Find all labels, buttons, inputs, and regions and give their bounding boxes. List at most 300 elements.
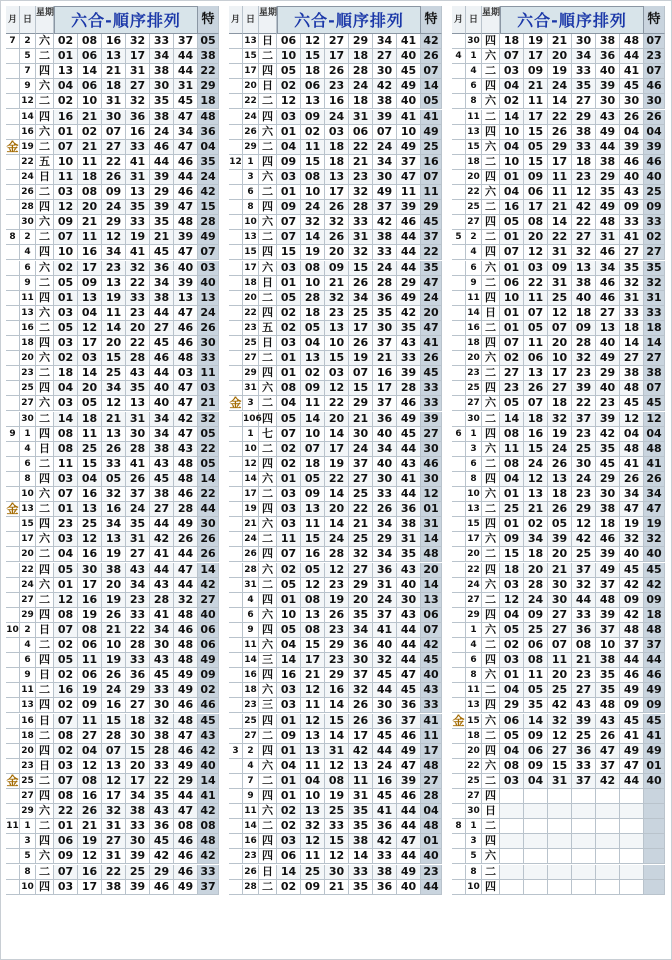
number-cell: 16 xyxy=(78,593,102,608)
number-cell: 37 xyxy=(373,396,397,411)
number-cell: 24 xyxy=(126,502,150,517)
number-cell: 35 xyxy=(620,261,644,276)
number-cell: 08 xyxy=(277,381,301,396)
month-cell xyxy=(229,140,243,155)
month-cell xyxy=(452,653,466,668)
special-number-cell: 35 xyxy=(198,155,219,170)
number-cell: 04 xyxy=(54,79,78,94)
special-number-cell xyxy=(644,880,665,895)
special-number-cell: 12 xyxy=(644,412,665,427)
number-cell: 40 xyxy=(620,170,644,185)
day-cell: 20 xyxy=(466,744,482,759)
month-cell xyxy=(452,804,466,819)
number-cell: 24 xyxy=(325,532,349,547)
number-cell: 14 xyxy=(78,366,102,381)
special-number-cell: 16 xyxy=(421,155,442,170)
table-row xyxy=(6,457,219,472)
weekday-cell: 二 xyxy=(36,276,54,291)
table-row xyxy=(229,94,442,109)
month-cell xyxy=(229,698,243,713)
number-cell: 05 xyxy=(301,321,325,336)
month-cell xyxy=(6,155,20,170)
header-special: 特 xyxy=(644,6,665,34)
number-cell: 10 xyxy=(277,608,301,623)
weekday-cell: 二 xyxy=(36,683,54,698)
number-cell: 40 xyxy=(596,64,620,79)
number-cell: 25 xyxy=(548,683,572,698)
weekday-cell: 日 xyxy=(259,276,277,291)
table-row xyxy=(452,593,665,608)
month-cell xyxy=(229,668,243,683)
number-cell xyxy=(524,849,548,864)
number-cell: 18 xyxy=(500,34,524,49)
number-cell: 08 xyxy=(301,261,325,276)
special-number-cell: 27 xyxy=(421,427,442,442)
special-number-cell: 49 xyxy=(198,653,219,668)
table-row xyxy=(452,698,665,713)
table-row xyxy=(6,729,219,744)
number-cell: 39 xyxy=(397,366,421,381)
number-cell: 28 xyxy=(126,442,150,457)
number-cell: 04 xyxy=(500,472,524,487)
number-cell: 15 xyxy=(524,442,548,457)
table-row xyxy=(6,819,219,834)
number-cell: 17 xyxy=(524,49,548,64)
number-cell: 27 xyxy=(572,230,596,245)
table-row xyxy=(452,336,665,351)
month-cell xyxy=(229,653,243,668)
number-cell: 14 xyxy=(78,64,102,79)
number-cell: 45 xyxy=(150,668,174,683)
number-cell: 27 xyxy=(102,834,126,849)
number-cell: 28 xyxy=(572,336,596,351)
number-cell: 12 xyxy=(102,396,126,411)
month-cell xyxy=(452,140,466,155)
month-cell xyxy=(452,774,466,789)
weekday-cell: 六 xyxy=(259,517,277,532)
number-cell: 05 xyxy=(102,472,126,487)
number-cell: 40 xyxy=(150,381,174,396)
number-cell: 01 xyxy=(277,276,301,291)
number-cell: 43 xyxy=(150,653,174,668)
number-cell: 34 xyxy=(524,532,548,547)
number-cell: 01 xyxy=(277,774,301,789)
number-cell: 13 xyxy=(174,291,198,306)
header-month: 月 xyxy=(6,6,20,34)
special-number-cell: 05 xyxy=(198,457,219,472)
table-row xyxy=(229,563,442,578)
weekday-cell: 二 xyxy=(259,729,277,744)
number-cell: 03 xyxy=(54,532,78,547)
special-number-cell: 05 xyxy=(198,427,219,442)
table-row xyxy=(6,245,219,260)
day-cell: 14 xyxy=(243,472,259,487)
number-cell: 07 xyxy=(102,744,126,759)
month-cell xyxy=(6,381,20,396)
number-cell: 08 xyxy=(54,789,78,804)
number-cell: 24 xyxy=(349,79,373,94)
number-cell: 45 xyxy=(620,396,644,411)
day-cell: 3 xyxy=(20,834,36,849)
month-cell xyxy=(452,351,466,366)
special-number-cell: 34 xyxy=(644,487,665,502)
day-cell: 4 xyxy=(243,593,259,608)
number-cell: 30 xyxy=(373,698,397,713)
number-cell: 02 xyxy=(277,306,301,321)
number-cell: 39 xyxy=(150,170,174,185)
day-cell: 9 xyxy=(243,789,259,804)
month-cell xyxy=(6,245,20,260)
special-number-cell: 09 xyxy=(644,200,665,215)
number-cell: 41 xyxy=(397,472,421,487)
number-cell: 44 xyxy=(397,245,421,260)
number-cell: 10 xyxy=(102,638,126,653)
table-row xyxy=(452,623,665,638)
weekday-cell: 六 xyxy=(259,683,277,698)
number-cell: 32 xyxy=(548,714,572,729)
number-cell: 13 xyxy=(349,759,373,774)
number-cell: 38 xyxy=(150,487,174,502)
number-cell: 28 xyxy=(373,276,397,291)
special-number-cell: 14 xyxy=(421,79,442,94)
number-cell: 16 xyxy=(325,94,349,109)
number-cell: 46 xyxy=(150,880,174,895)
month-cell xyxy=(6,849,20,864)
number-cell: 25 xyxy=(524,623,548,638)
number-cell: 03 xyxy=(174,366,198,381)
table-row xyxy=(6,79,219,94)
number-cell: 41 xyxy=(373,804,397,819)
number-cell: 03 xyxy=(500,653,524,668)
number-cell: 47 xyxy=(397,759,421,774)
weekday-cell: 四 xyxy=(36,608,54,623)
day-cell: 27 xyxy=(20,396,36,411)
number-cell: 44 xyxy=(150,366,174,381)
day-cell: 8 xyxy=(20,865,36,880)
day-cell: 22 xyxy=(20,155,36,170)
number-cell: 22 xyxy=(102,155,126,170)
table-row xyxy=(229,366,442,381)
special-number-cell: 22 xyxy=(198,64,219,79)
table-row xyxy=(229,306,442,321)
number-cell: 02 xyxy=(54,34,78,49)
number-cell: 17 xyxy=(373,381,397,396)
month-cell xyxy=(229,472,243,487)
number-cell: 48 xyxy=(174,472,198,487)
number-cell: 09 xyxy=(78,276,102,291)
number-cell: 36 xyxy=(373,714,397,729)
special-number-cell: 45 xyxy=(421,366,442,381)
number-cell: 11 xyxy=(500,442,524,457)
number-cell: 17 xyxy=(548,366,572,381)
number-cell: 47 xyxy=(596,744,620,759)
number-cell: 29 xyxy=(349,396,373,411)
month-cell xyxy=(6,714,20,729)
number-cell: 17 xyxy=(126,774,150,789)
special-number-cell: 07 xyxy=(644,34,665,49)
special-number-cell: 29 xyxy=(198,79,219,94)
table-row xyxy=(6,547,219,562)
table-row xyxy=(229,110,442,125)
day-cell: 13 xyxy=(243,34,259,49)
day-cell: 13 xyxy=(20,502,36,517)
number-cell: 44 xyxy=(397,623,421,638)
weekday-cell: 四 xyxy=(482,215,500,230)
number-cell: 01 xyxy=(54,49,78,64)
number-cell: 16 xyxy=(102,698,126,713)
number-cell: 37 xyxy=(596,623,620,638)
day-cell: 1 xyxy=(243,155,259,170)
number-cell: 24 xyxy=(524,457,548,472)
number-cell: 38 xyxy=(102,880,126,895)
number-cell: 31 xyxy=(349,230,373,245)
weekday-cell: 二 xyxy=(259,442,277,457)
number-cell: 04 xyxy=(277,638,301,653)
day-cell: 10 xyxy=(20,487,36,502)
special-number-cell: 02 xyxy=(198,683,219,698)
table-row xyxy=(229,744,442,759)
number-cell: 49 xyxy=(397,291,421,306)
number-cell: 07 xyxy=(102,125,126,140)
day-cell: 1 xyxy=(243,427,259,442)
table-row xyxy=(452,64,665,79)
number-cell: 12 xyxy=(301,34,325,49)
number-cell: 05 xyxy=(301,472,325,487)
table-row xyxy=(6,774,219,789)
month-cell xyxy=(229,442,243,457)
number-cell xyxy=(596,834,620,849)
number-cell: 42 xyxy=(150,849,174,864)
weekday-cell: 四 xyxy=(36,789,54,804)
weekday-cell: 六 xyxy=(482,94,500,109)
number-cell: 06 xyxy=(500,714,524,729)
weekday-cell: 四 xyxy=(482,880,500,895)
number-cell: 03 xyxy=(500,64,524,79)
month-cell xyxy=(452,94,466,109)
special-number-cell: 30 xyxy=(421,442,442,457)
number-cell: 02 xyxy=(500,94,524,109)
weekday-cell: 四 xyxy=(36,698,54,713)
number-cell: 32 xyxy=(349,547,373,562)
number-cell: 08 xyxy=(54,729,78,744)
table-row xyxy=(6,276,219,291)
number-cell: 17 xyxy=(325,49,349,64)
number-cell: 09 xyxy=(277,200,301,215)
number-cell: 34 xyxy=(373,442,397,457)
number-cell: 26 xyxy=(349,336,373,351)
weekday-cell: 四 xyxy=(259,547,277,562)
number-cell: 09 xyxy=(325,261,349,276)
month-cell xyxy=(229,789,243,804)
table-row xyxy=(452,578,665,593)
special-number-cell: 28 xyxy=(198,215,219,230)
special-number-cell: 42 xyxy=(421,34,442,49)
table-row xyxy=(229,381,442,396)
number-cell: 03 xyxy=(277,170,301,185)
month-cell xyxy=(452,336,466,351)
number-cell: 49 xyxy=(174,759,198,774)
month-cell: 8 xyxy=(452,819,466,834)
number-cell: 01 xyxy=(500,306,524,321)
table-row xyxy=(6,578,219,593)
number-cell: 49 xyxy=(397,744,421,759)
number-cell: 01 xyxy=(277,351,301,366)
number-cell: 14 xyxy=(301,230,325,245)
number-cell: 48 xyxy=(620,623,644,638)
table-row xyxy=(229,427,442,442)
special-number-cell: 32 xyxy=(644,532,665,547)
number-cell: 27 xyxy=(500,366,524,381)
weekday-cell: 四 xyxy=(259,849,277,864)
special-number-cell: 41 xyxy=(421,336,442,351)
header-month: 月 xyxy=(229,6,243,34)
number-cell: 30 xyxy=(102,110,126,125)
number-cell: 12 xyxy=(54,200,78,215)
number-cell: 34 xyxy=(349,291,373,306)
number-cell: 33 xyxy=(620,215,644,230)
special-number-cell: 33 xyxy=(421,698,442,713)
number-cell: 46 xyxy=(397,789,421,804)
number-cell: 45 xyxy=(620,79,644,94)
number-cell: 04 xyxy=(277,396,301,411)
table-row xyxy=(452,412,665,427)
header-special: 特 xyxy=(198,6,219,34)
month-cell xyxy=(452,472,466,487)
number-cell xyxy=(620,880,644,895)
number-cell: 33 xyxy=(373,849,397,864)
number-cell: 44 xyxy=(174,789,198,804)
number-cell: 07 xyxy=(349,366,373,381)
number-cell: 04 xyxy=(277,140,301,155)
number-cell: 42 xyxy=(174,412,198,427)
number-cell: 33 xyxy=(572,64,596,79)
number-cell: 05 xyxy=(500,215,524,230)
number-cell: 49 xyxy=(620,683,644,698)
number-cell: 31 xyxy=(397,532,421,547)
number-cell: 46 xyxy=(620,155,644,170)
month-cell xyxy=(229,336,243,351)
number-cell: 48 xyxy=(620,34,644,49)
number-cell: 45 xyxy=(150,834,174,849)
number-cell: 20 xyxy=(524,230,548,245)
special-number-cell: 30 xyxy=(644,94,665,109)
month-cell xyxy=(6,79,20,94)
number-cell: 18 xyxy=(78,412,102,427)
number-cell: 38 xyxy=(126,804,150,819)
number-cell: 17 xyxy=(349,729,373,744)
month-cell xyxy=(452,849,466,864)
number-cell: 18 xyxy=(548,396,572,411)
number-cell: 25 xyxy=(78,517,102,532)
number-cell: 08 xyxy=(301,593,325,608)
number-cell: 04 xyxy=(524,774,548,789)
month-cell xyxy=(452,245,466,260)
number-cell: 36 xyxy=(150,819,174,834)
table-row xyxy=(229,230,442,245)
table-row xyxy=(452,789,665,804)
number-cell: 32 xyxy=(572,578,596,593)
weekday-cell: 二 xyxy=(259,49,277,64)
table-row xyxy=(452,170,665,185)
number-cell: 08 xyxy=(54,608,78,623)
day-cell: 18 xyxy=(466,155,482,170)
header-special: 特 xyxy=(421,6,442,34)
number-cell: 01 xyxy=(54,291,78,306)
number-cell: 42 xyxy=(572,532,596,547)
number-cell xyxy=(548,865,572,880)
number-cell: 15 xyxy=(500,547,524,562)
weekday-cell: 日 xyxy=(259,34,277,49)
number-cell: 31 xyxy=(174,79,198,94)
number-cell: 02 xyxy=(54,668,78,683)
number-cell: 26 xyxy=(325,200,349,215)
number-cell xyxy=(500,804,524,819)
number-cell: 34 xyxy=(150,412,174,427)
number-cell: 04 xyxy=(301,336,325,351)
number-cell: 05 xyxy=(277,291,301,306)
number-cell: 06 xyxy=(78,79,102,94)
month-cell xyxy=(229,729,243,744)
weekday-cell: 四 xyxy=(482,170,500,185)
number-cell: 26 xyxy=(102,170,126,185)
table-row xyxy=(229,245,442,260)
day-cell: 18 xyxy=(466,336,482,351)
number-cell: 19 xyxy=(349,351,373,366)
number-cell: 40 xyxy=(373,457,397,472)
number-cell: 31 xyxy=(596,230,620,245)
number-cell: 19 xyxy=(102,291,126,306)
number-cell: 15 xyxy=(524,155,548,170)
number-cell: 05 xyxy=(524,140,548,155)
number-cell: 30 xyxy=(548,578,572,593)
number-cell: 46 xyxy=(174,185,198,200)
number-cell: 38 xyxy=(373,865,397,880)
number-cell: 10 xyxy=(54,245,78,260)
number-cell: 07 xyxy=(277,215,301,230)
number-cell: 18 xyxy=(54,366,78,381)
number-cell: 34 xyxy=(150,427,174,442)
number-cell: 06 xyxy=(301,79,325,94)
weekday-cell: 六 xyxy=(36,79,54,94)
number-cell: 07 xyxy=(500,336,524,351)
number-cell: 44 xyxy=(174,64,198,79)
number-cell xyxy=(596,849,620,864)
number-cell: 26 xyxy=(102,608,126,623)
number-cell: 47 xyxy=(174,396,198,411)
number-cell: 23 xyxy=(54,517,78,532)
number-cell xyxy=(596,880,620,895)
number-cell: 10 xyxy=(500,291,524,306)
number-cell: 01 xyxy=(500,261,524,276)
table-row xyxy=(229,532,442,547)
number-cell: 07 xyxy=(277,230,301,245)
number-cell: 48 xyxy=(596,593,620,608)
results-panel xyxy=(229,6,444,895)
number-cell: 33 xyxy=(349,865,373,880)
number-cell: 06 xyxy=(78,638,102,653)
weekday-cell: 日 xyxy=(36,623,54,638)
number-cell: 03 xyxy=(54,759,78,774)
special-number-cell: 40 xyxy=(198,276,219,291)
number-cell: 31 xyxy=(126,532,150,547)
day-cell: 18 xyxy=(466,729,482,744)
number-cell: 36 xyxy=(373,563,397,578)
number-cell: 30 xyxy=(126,834,150,849)
number-cell: 23 xyxy=(102,261,126,276)
number-cell: 07 xyxy=(54,774,78,789)
number-cell: 20 xyxy=(349,593,373,608)
table-row xyxy=(452,759,665,774)
